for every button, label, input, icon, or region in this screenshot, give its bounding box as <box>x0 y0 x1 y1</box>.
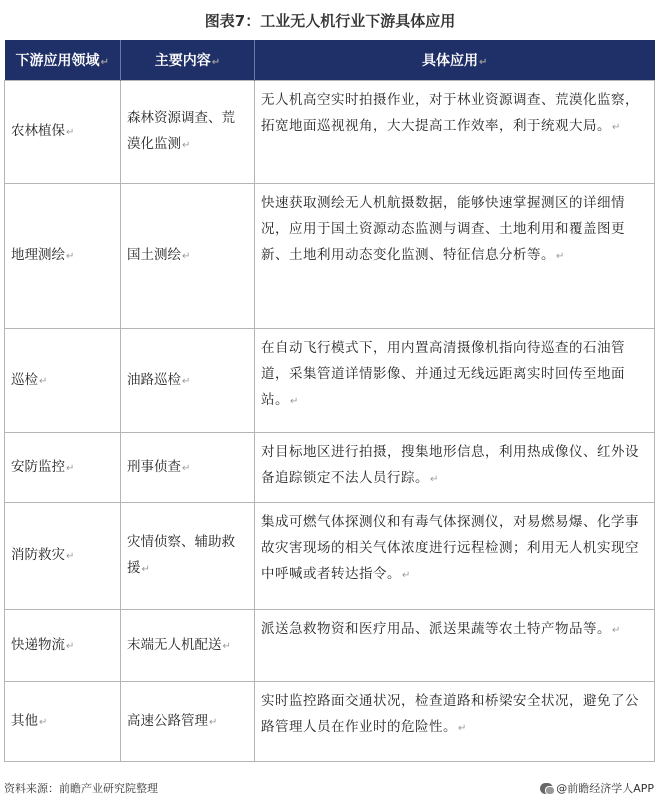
wechat-icon <box>540 783 553 794</box>
chart-title: 图表7：工业无人机行业下游具体应用 <box>204 12 456 30</box>
cell-application: 无人机高空实时拍摄作业，对于林业资源调查、荒漠化监察，拓宽地面巡视视角，大大提高工作效率，利于统观大局。↵ <box>255 81 655 184</box>
table-row <box>5 329 655 433</box>
cell-application: 在自动飞行模式下，用内置高清摄像机指向待巡查的石油管道，采集管道详情影像、并通过无线远距离实时回传至地面站。↵ <box>255 329 655 433</box>
cell-field: 农林植保↵ <box>5 81 121 184</box>
cell-application: 集成可燃气体探测仪和有毒气体探测仪，对易燃易爆、化学事故灾害现场的相关气体浓度进行远程检测；利用无人机实现空中呼喊或者转达指令。↵ <box>255 503 655 610</box>
table-row <box>5 610 655 682</box>
cell-application: 派送急救物资和医疗用品、派送果蔬等农土特产物品等。↵ <box>255 610 655 682</box>
cell-field: 消防救灾↵ <box>5 503 121 610</box>
source-note: 资料来源：前瞻产业研究院整理 <box>4 782 158 795</box>
cell-field: 快递物流↵ <box>5 610 121 682</box>
footer <box>4 780 654 798</box>
cell-field: 其他↵ <box>5 682 121 762</box>
cell-content: 油路巡检↵ <box>121 329 255 433</box>
table-row <box>5 503 655 610</box>
cell-field: 地理测绘↵ <box>5 184 121 329</box>
cell-application: 实时监控路面交通状况，检查道路和桥梁安全状况，避免了公路管理人员在作业时的危险性。↵ <box>255 682 655 762</box>
table-row <box>5 433 655 503</box>
cell-content: 高速公路管理↵ <box>121 682 255 762</box>
brand-credit <box>540 780 654 796</box>
cell-content: 灾情侦察、辅助救援↵ <box>121 503 255 610</box>
brand-label: @前瞻经济学人APP <box>556 782 654 795</box>
table-row <box>5 184 655 329</box>
table-row <box>5 81 655 184</box>
table-header-row <box>5 40 655 81</box>
cell-content: 国土测绘↵ <box>121 184 255 329</box>
application-table <box>4 40 655 762</box>
cell-content: 刑事侦查↵ <box>121 433 255 503</box>
cell-field: 巡检↵ <box>5 329 121 433</box>
table-row <box>5 682 655 762</box>
cell-application: 对目标地区进行拍摄，搜集地形信息，利用热成像仪、红外设备追踪锁定不法人员行踪。↵ <box>255 433 655 503</box>
cell-content: 森林资源调查、荒漠化监测↵ <box>121 81 255 184</box>
header-application: 具体应用↵ <box>255 40 655 81</box>
cell-application: 快速获取测绘无人机航摄数据，能够快速掌握测区的详细情况，应用于国土资源动态监测与调查、土地利用和覆盖图更新、土地利用动态变化监测、特征信息分析等。↵ <box>255 184 655 329</box>
cell-field: 安防监控↵ <box>5 433 121 503</box>
cell-content: 末端无人机配送↵ <box>121 610 255 682</box>
header-field: 下游应用领域↵ <box>5 40 121 81</box>
header-content: 主要内容↵ <box>121 40 255 81</box>
